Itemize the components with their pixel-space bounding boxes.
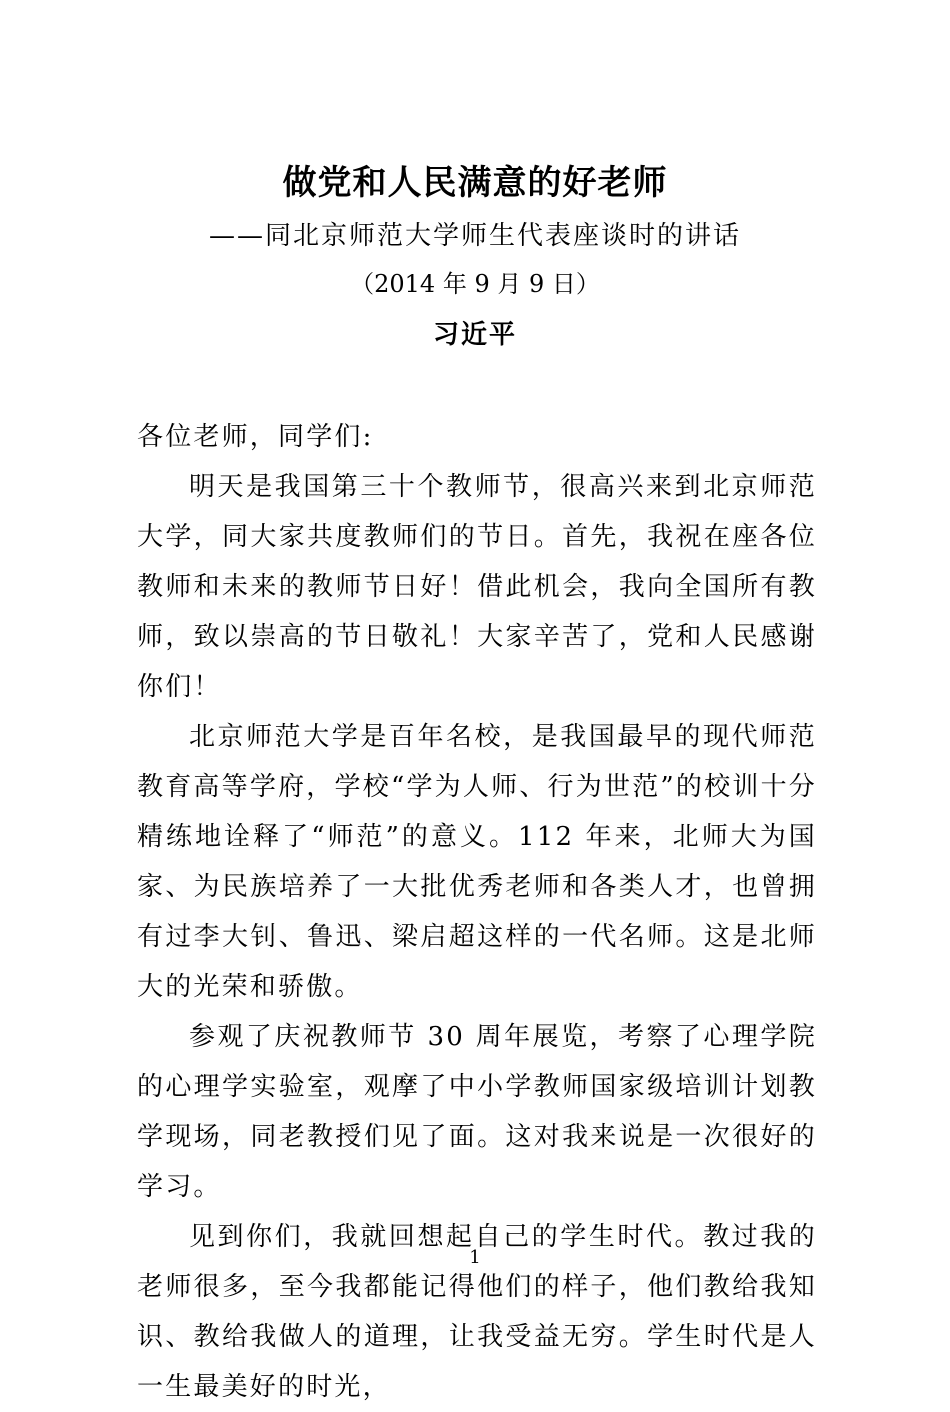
document-author: 习近平 [432,320,517,350]
document-date: （2014 年 9 月 9 日） [350,270,600,298]
paragraph-1: 明天是我国第三十个教师节，很高兴来到北京师范大学，同大家共度教师们的节日。首先，我祝在座各位教师和未来的教师节日好！借此机会，我向全国所有教师，致以崇高的节日敬礼！大家辛苦了，党和人民感谢你们！ [137,472,817,702]
page-number: 1 [469,1247,481,1268]
document-title: 做党和人民满意的好老师 [282,163,668,203]
document-subtitle: ——同北京师范大学师生代表座谈时的讲话 [208,221,741,251]
paragraph-4: 见到你们，我就回想起自己的学生时代。教过我的老师很多，至今我都能记得他们的样子，他们教给我知识、教给我做人的道理，让我受益无穷。学生时代是人一生最美好的时光， [137,1222,817,1402]
salutation: 各位老师，同学们: [137,422,374,452]
paragraph-3: 参观了庆祝教师节 30 周年展览，考察了心理学院的心理学实验室，观摩了中小学教师国家级培训计划教学现场，同老教授们见了面。这对我来说是一次很好的学习。 [137,1022,817,1202]
paragraph-2: 北京师范大学是百年名校，是我国最早的现代师范教育高等学府，学校“学为人师、行为世范”的校训十分精练地诠释了“师范”的意义。112 年来，北师大为国家、为民族培养了一大批优秀老师和各类人才，也曾拥有过李大钊、鲁迅、梁启超这样的一代名师。这是北师大的光荣和骄傲。 [137,722,817,1002]
